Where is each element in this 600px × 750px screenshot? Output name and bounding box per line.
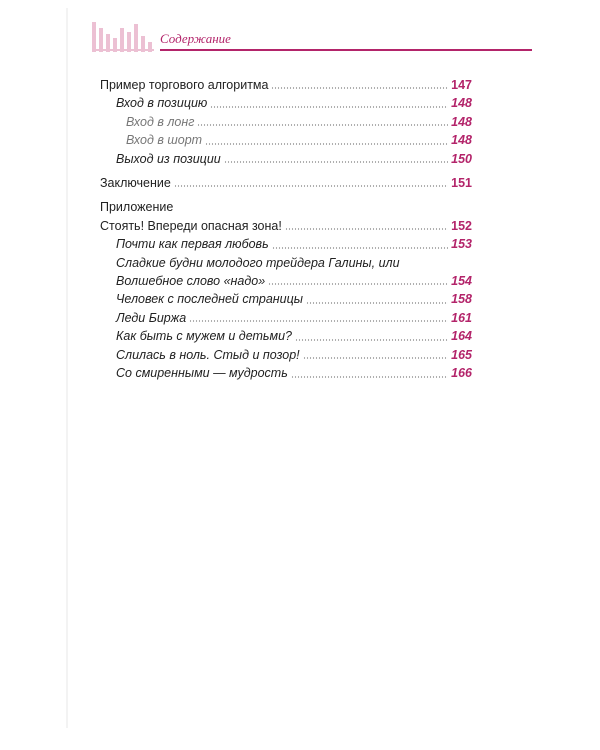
toc-entry-title: Леди Биржа: [116, 310, 187, 325]
dot-leader: [205, 143, 448, 145]
toc-entry-title: Почти как первая любовь: [116, 237, 269, 252]
dot-leader: [268, 283, 448, 285]
toc-entry-page: 150: [451, 151, 472, 166]
toc-entry-page: 166: [451, 366, 472, 381]
toc-entry[interactable]: [100, 217, 472, 235]
toc-entry-title: Слилась в ноль. Стыд и позор!: [116, 347, 300, 362]
toc-entry-title-line: Сладкие будни молодого трейдера Галины, или: [116, 255, 400, 270]
dot-leader: [295, 339, 448, 341]
toc-entry-page: 154: [451, 274, 472, 289]
toc-entry[interactable]: [100, 94, 472, 112]
toc-entry[interactable]: [100, 113, 472, 131]
toc-entry-title: Вход в шорт: [126, 133, 203, 148]
toc-entry-page: 161: [451, 310, 472, 325]
dot-leader: [303, 357, 449, 359]
dot-leader: [306, 302, 448, 304]
dot-leader: [224, 161, 448, 163]
toc-entry[interactable]: [100, 272, 472, 290]
toc-entry[interactable]: [100, 76, 472, 94]
dot-leader: [285, 228, 448, 230]
toc-entry-page: 147: [451, 78, 472, 92]
toc-entry-page: 148: [451, 96, 472, 111]
header-decoration-bars: [92, 18, 154, 52]
toc-entry-page: 152: [451, 218, 472, 233]
dot-leader: [291, 376, 448, 378]
toc-entry-page: 151: [451, 176, 472, 191]
toc-entry-page: 158: [451, 292, 472, 307]
toc-entry-page: 165: [451, 347, 472, 362]
dot-leader: [272, 247, 448, 249]
toc-entry-title: Заключение: [100, 176, 171, 191]
header-rule-left: [92, 49, 154, 51]
toc-entry-page: 164: [451, 329, 472, 344]
toc-entry[interactable]: [100, 364, 472, 382]
toc-entry-title: Со смиренными — мудрость: [116, 366, 288, 381]
toc-section-heading: Приложение: [100, 200, 174, 215]
toc-entry-title: Волшебное слово «надо»: [116, 274, 266, 289]
toc-entry-title: Человек с последней страницы: [116, 292, 303, 307]
header-rule: [160, 49, 532, 51]
toc-entry-page: 153: [451, 237, 472, 252]
toc-entry[interactable]: [100, 235, 472, 253]
dot-leader: [189, 320, 448, 322]
toc-entry[interactable]: [100, 327, 472, 345]
toc-entry-title: Пример торгового алгоритма: [100, 78, 269, 92]
dot-leader: [210, 106, 448, 108]
toc-entry-title: Вход в позицию: [116, 96, 208, 111]
toc-entry-title: Вход в лонг: [126, 114, 195, 129]
table-of-contents: [100, 76, 472, 383]
toc-entry-title: Стоять! Впереди опасная зона!: [100, 218, 282, 233]
toc-entry-page: 148: [451, 133, 472, 148]
toc-entry[interactable]: [100, 150, 472, 168]
page-edge: [66, 8, 68, 728]
toc-entry-title: Выход из позиции: [116, 151, 221, 166]
dot-leader: [197, 124, 448, 126]
running-title: Содержание: [160, 31, 231, 46]
toc-entry[interactable]: [100, 131, 472, 149]
dot-leader: [271, 87, 448, 89]
toc-entry-page: 148: [451, 114, 472, 129]
toc-entry[interactable]: [100, 290, 472, 308]
toc-entry[interactable]: [100, 309, 472, 327]
toc-entry[interactable]: [100, 174, 472, 192]
toc-entry-title: Как быть с мужем и детьми?: [116, 329, 292, 344]
dot-leader: [174, 185, 448, 187]
toc-entry[interactable]: [100, 346, 472, 364]
